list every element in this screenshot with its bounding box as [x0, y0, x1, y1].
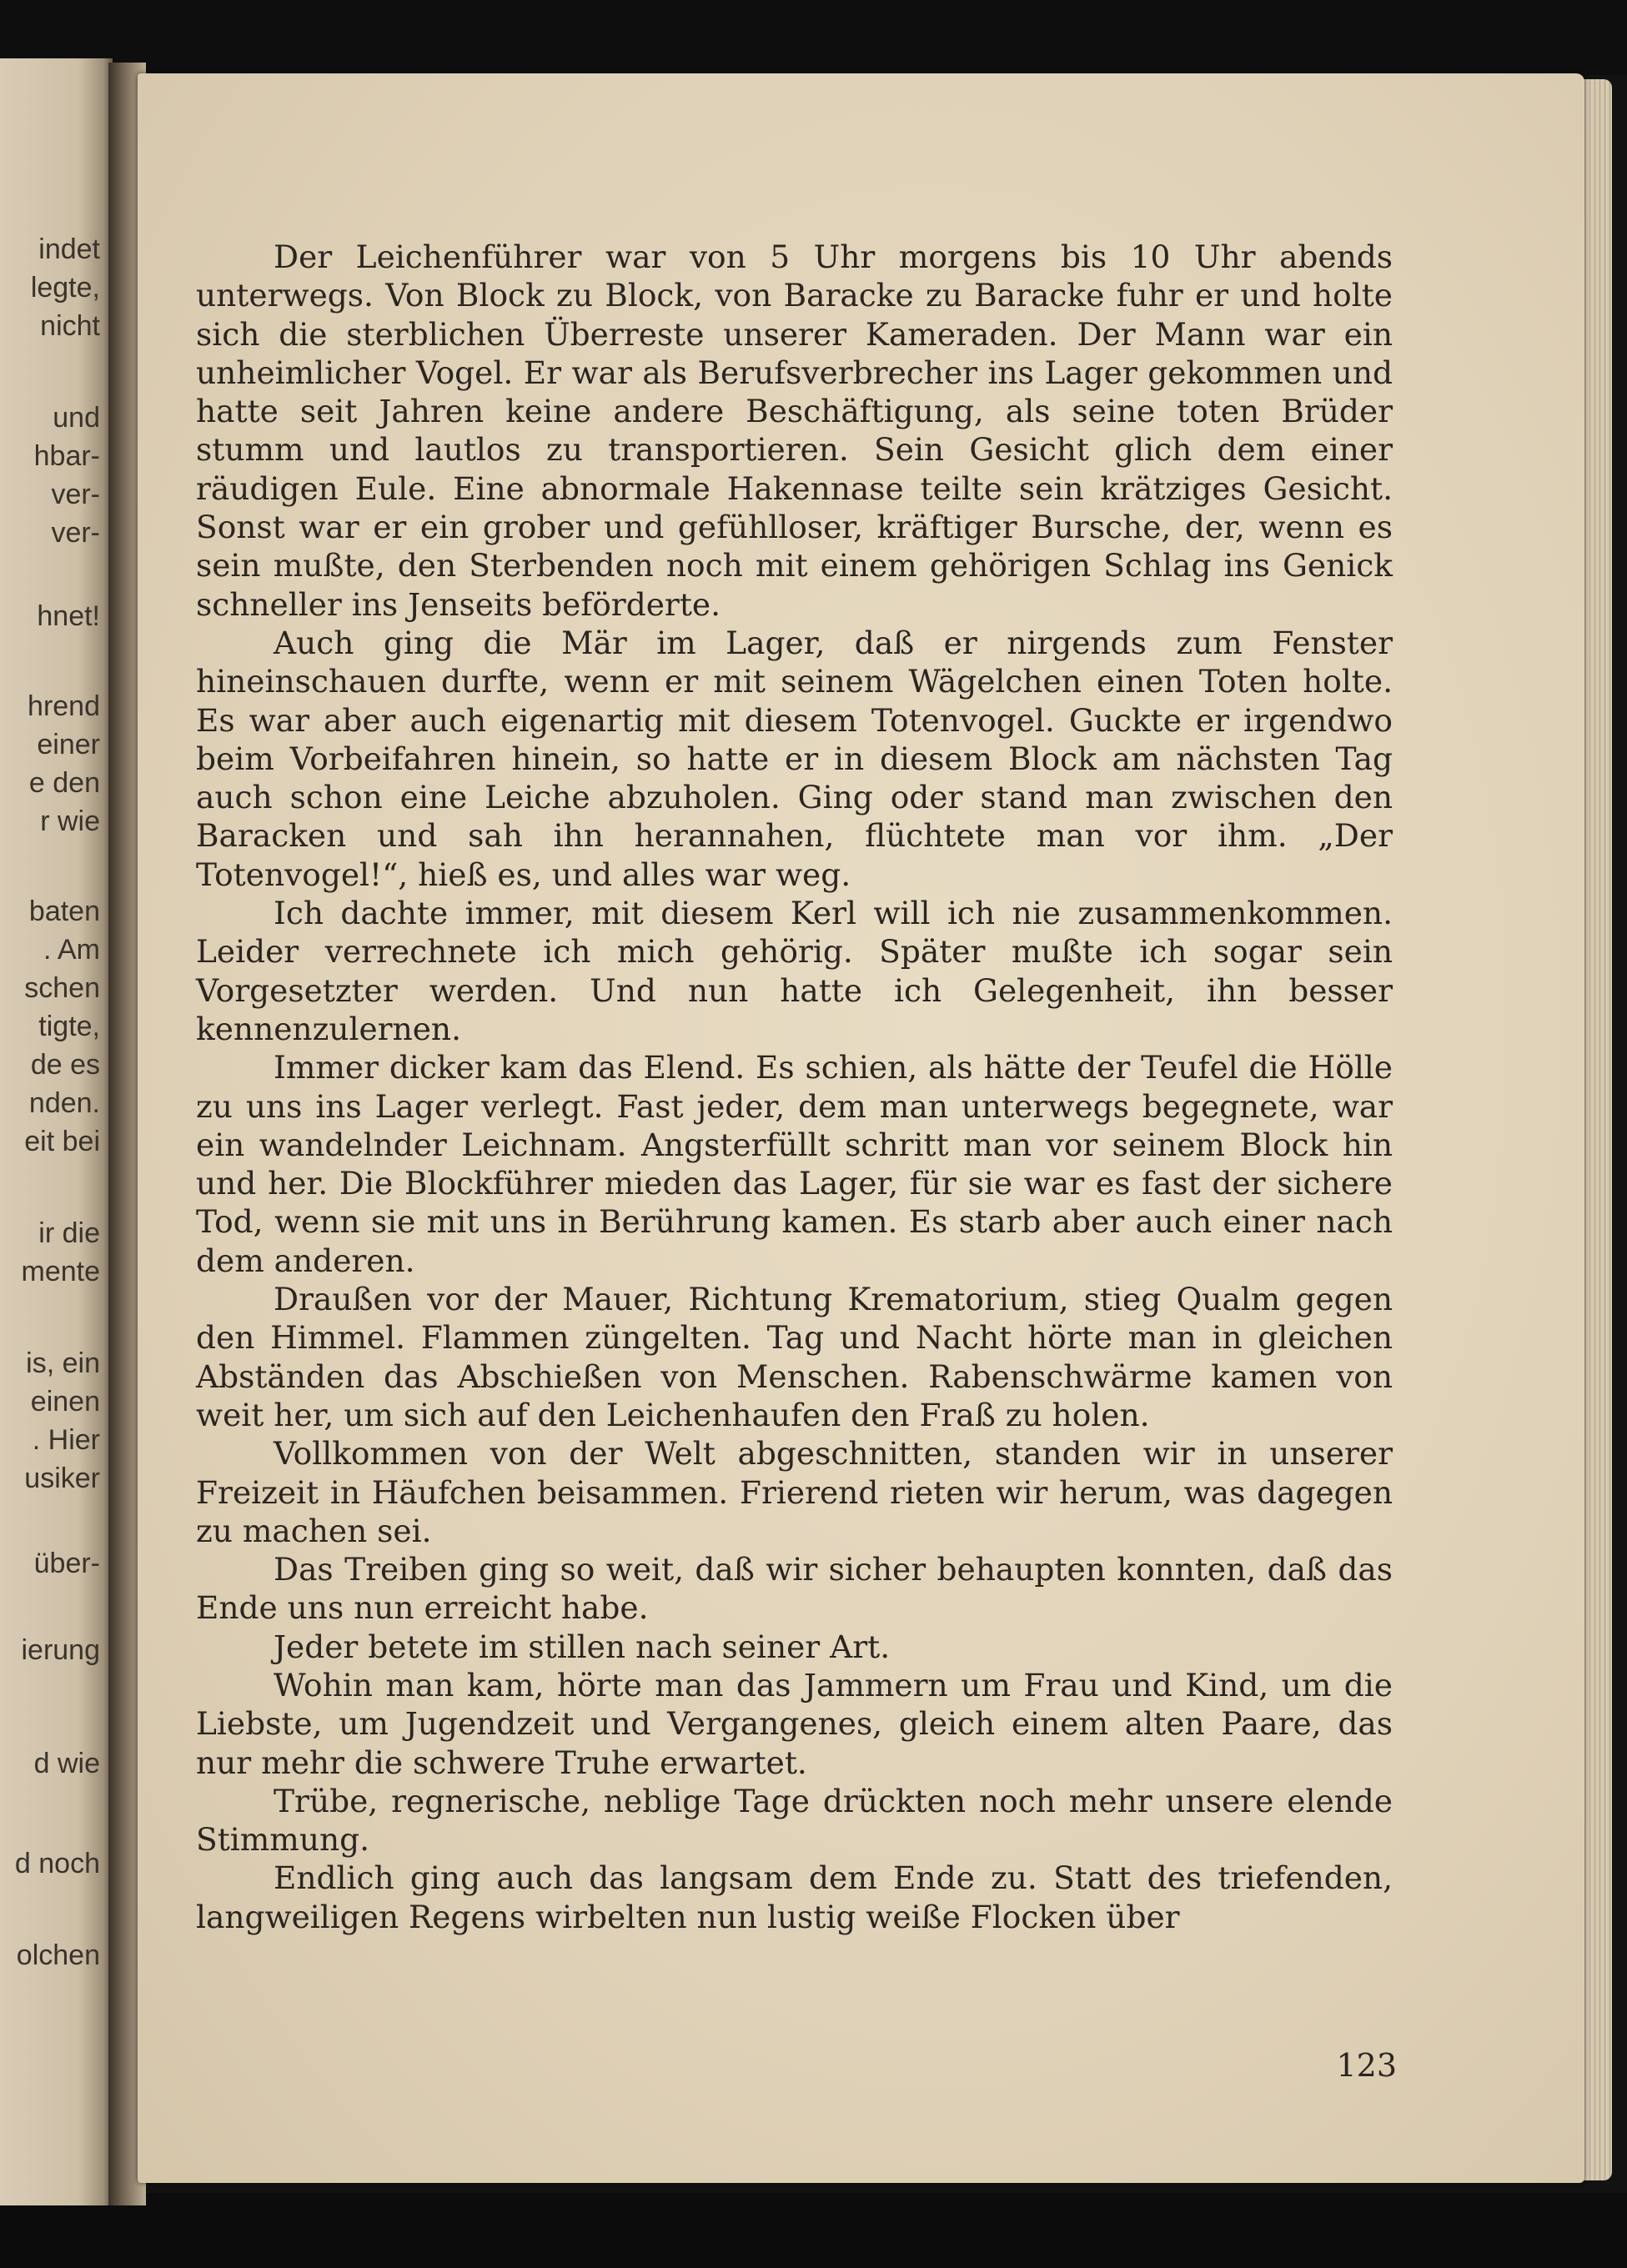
left-page-fragment: olchen — [16, 1939, 100, 1971]
left-page-fragment: hnet! — [37, 600, 100, 632]
paragraph: Wohin man kam, hörte man das Jammern um Frau und Kind, um die Liebste, um Jugendzeit und Vergangenes, gleich einem alten Paare, das nur mehr die schwere Truhe erwartet. — [196, 1666, 1393, 1781]
paragraph: Vollkommen von der Welt abgeschnitten, standen wir in unserer Freizeit in Häufchen beisammen. Frierend rieten wir herum, was dagegen zu machen sei. — [196, 1435, 1393, 1549]
left-page-fragment: ierung — [21, 1634, 100, 1666]
left-page-fragment: und — [53, 402, 100, 434]
left-page-fragment: d noch — [14, 1848, 100, 1879]
left-page-fragment: ver- — [51, 517, 100, 549]
left-page-fragment: einen — [30, 1386, 100, 1418]
left-page-fragment: is, ein — [26, 1347, 100, 1379]
left-page-fragment: nicht — [40, 310, 100, 342]
left-page-fragment: d wie — [33, 1748, 100, 1779]
left-page-fragment: ver- — [51, 479, 100, 510]
left-page-fragment: über- — [33, 1548, 100, 1579]
left-page-fragment: de es — [30, 1049, 100, 1081]
page-body-text — [196, 238, 1393, 1936]
paragraph: Trübe, regnerische, neblige Tage drückten noch mehr unsere elende Stimmung. — [196, 1782, 1393, 1859]
left-page-fragment: mente — [21, 1256, 100, 1287]
page-number: 123 — [1336, 2047, 1397, 2084]
left-page-fragment: nden. — [28, 1087, 100, 1119]
left-page-fragment: baten — [28, 896, 100, 927]
left-page-fragment: e den — [28, 767, 100, 799]
paragraph: Jeder betete im stillen nach seiner Art. — [274, 1628, 891, 1665]
paragraph: Endlich ging auch das langsam dem Ende zu. Statt des triefenden, langweiligen Regens wirbelten nun lustig weiße Flocken über — [196, 1859, 1393, 1935]
paragraph: Auch ging die Mär im Lager, daß er nirgends zum Fenster hineinschauen durfte, wenn er mit seinem Wägelchen einen Toten holte. Es war aber auch eigenartig mit diesem Totenvogel. Guckte er irgendwo beim Vorbeifahren hinein, so hatte er in diesem Block am nächsten Tag auch schon eine Leiche abzuholen. Ging oder stand man zwischen den Baracken und sah ihn herannahen, flüchtete man vor ihm. „Der Totenvogel!“, hieß es, und alles war weg. — [196, 624, 1393, 893]
left-page-fragment: hrend — [28, 690, 100, 722]
left-page-fragment: r wie — [40, 805, 100, 837]
paragraph: Ich dachte immer, mit diesem Kerl will ich nie zusammenkommen. Leider verrechnete ich mich gehörig. Später mußte ich sogar sein Vorgesetzter werden. Und nun hatte ich Gelegenheit, ihn besser kennenzulernen. — [196, 895, 1393, 1047]
paragraph: Das Treiben ging so weit, daß wir sicher behaupten konnten, daß das Ende uns nun erreicht habe. — [196, 1551, 1393, 1627]
left-page-fragment: legte, — [30, 272, 100, 304]
left-page-fragment: schen — [24, 972, 100, 1004]
paragraph: Der Leichenführer war von 5 Uhr morgens bis 10 Uhr abends unterwegs. Von Block zu Block, von Baracke zu Baracke fuhr er und holte sich die sterblichen Überreste unserer Kameraden. Der Mann war ein unheimlicher Vogel. Er war als Berufsverbrecher ins Lager gekommen und hatte seit Jahren keine andere Beschäftigung, als seine toten Brüder stumm und lautlos zu transportieren. Sein Gesicht glich dem einer räudigen Eule. Eine abnormale Hakennase teilte sein krätziges Gesicht. Sonst war er ein grober und gefühlloser, kräftiger Bursche, der, wenn es sein mußte, den Sterbenden noch mit einem gehörigen Schlag ins Genick schneller ins Jenseits beförderte. — [196, 238, 1393, 623]
paragraph: Immer dicker kam das Elend. Es schien, als hätte der Teufel die Hölle zu uns ins Lager verlegt. Fast jeder, dem man unterwegs begegnete, war ein wandelnder Leichnam. Angsterfüllt schritt man vor seinem Block hin und her. Die Blockführer mieden das Lager, für sie war es fast der sichere Tod, wenn sie mit uns in Berührung kamen. Es starb aber auch einer nach dem anderen. — [196, 1049, 1393, 1279]
left-page-fragment: tigte, — [38, 1011, 100, 1042]
left-page — [0, 58, 113, 2205]
left-page-fragment: usiker — [24, 1463, 100, 1494]
background-bottom — [0, 2193, 1627, 2268]
left-page-fragment: . Am — [43, 934, 100, 966]
left-page-fragment: eit bei — [24, 1126, 100, 1157]
paragraph: Draußen vor der Mauer, Richtung Krematorium, stieg Qualm gegen den Himmel. Flammen züngelten. Tag und Nacht hörte man in gleichen Abständen das Abschießen von Menschen. Rabenschwärme kamen von weit her, um sich auf den Leichenhaufen den Fraß zu holen. — [196, 1281, 1393, 1433]
left-page-fragment: ir die — [38, 1217, 100, 1249]
background-top — [0, 0, 1627, 75]
left-page-fragment: einer — [37, 729, 100, 760]
left-page-fragment: hbar- — [33, 440, 100, 472]
left-page-fragment: indet — [38, 233, 100, 265]
left-page-fragment: . Hier — [32, 1424, 100, 1456]
